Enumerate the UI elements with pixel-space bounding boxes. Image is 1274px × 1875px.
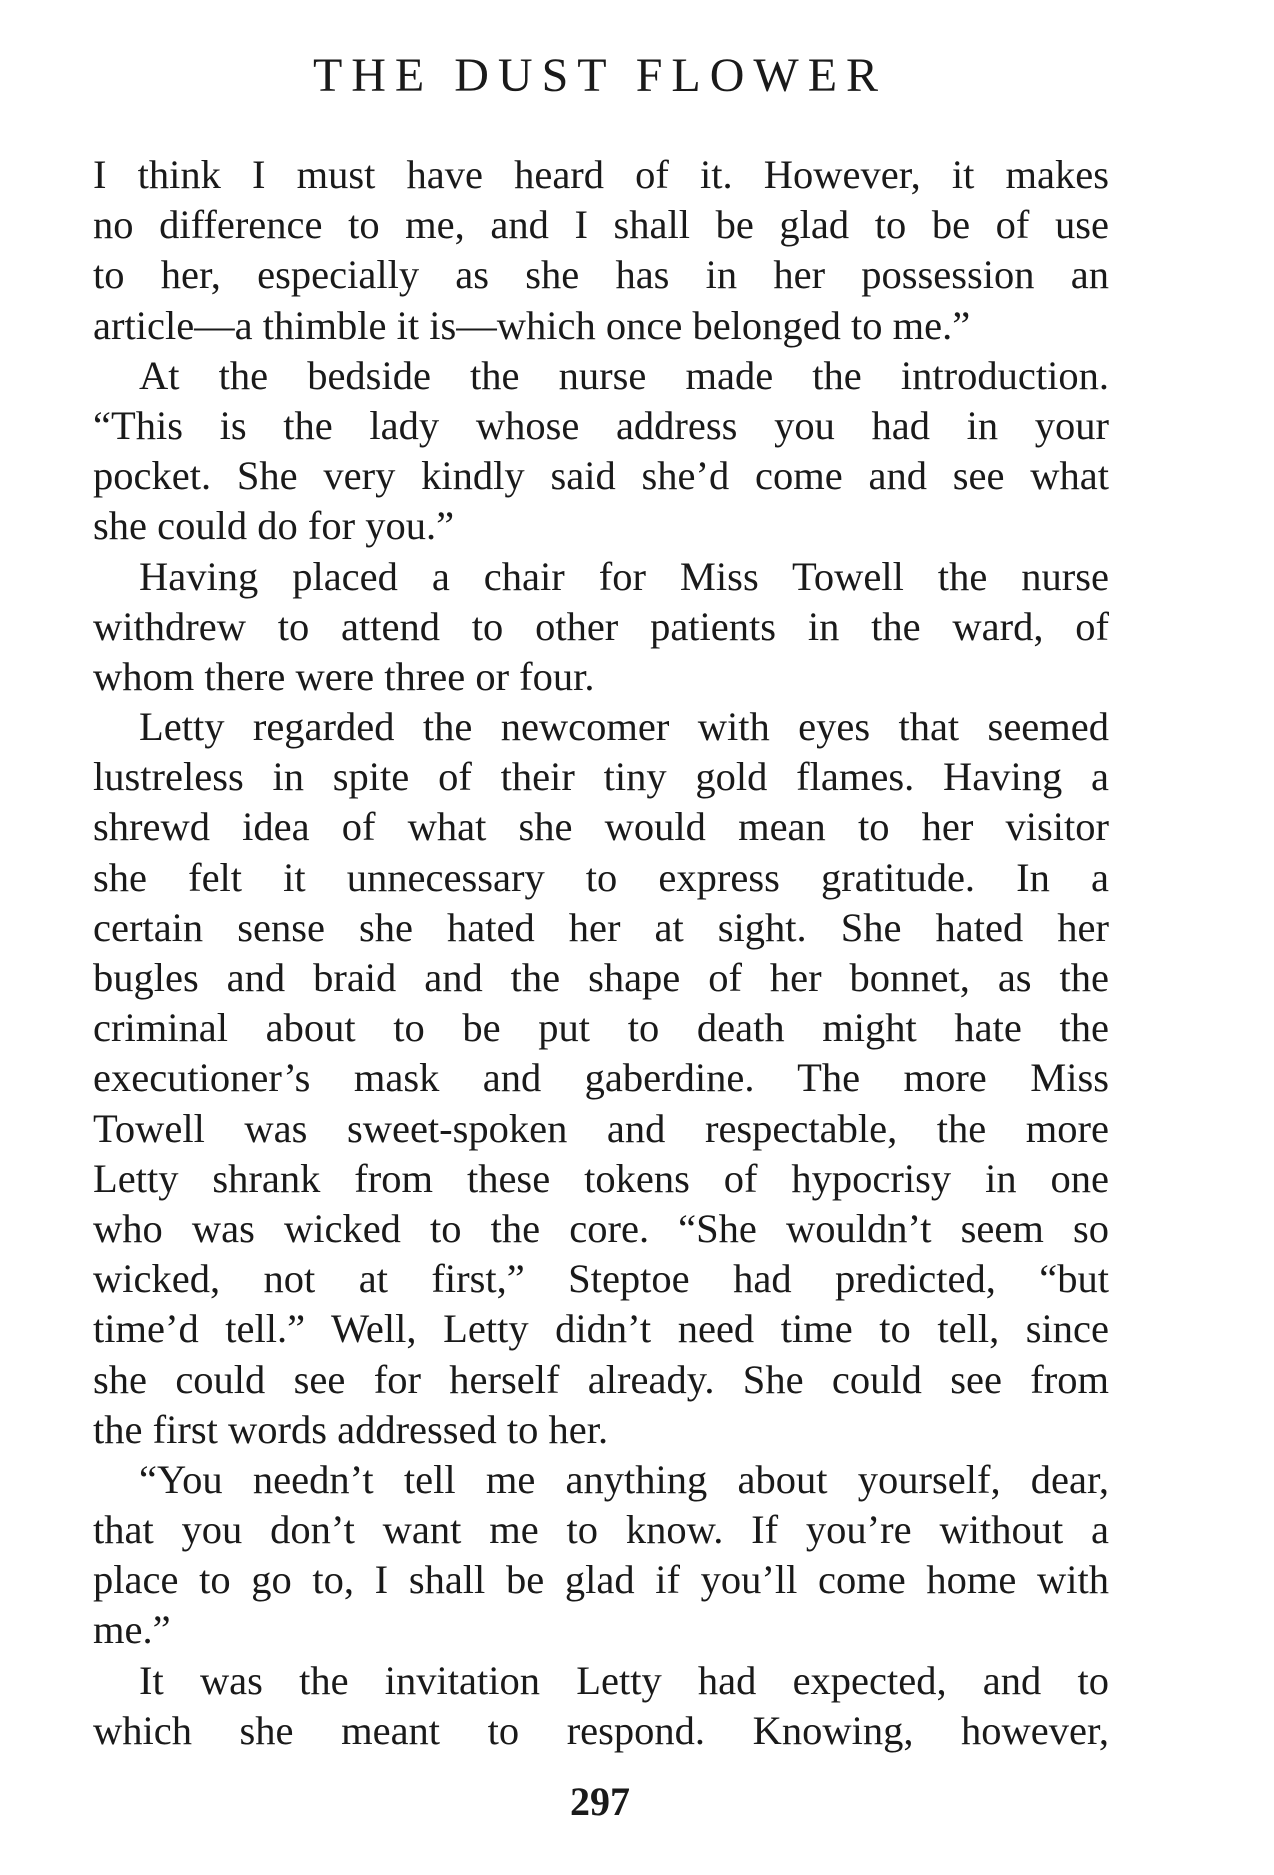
text-line: whom there were three or four.: [93, 653, 595, 699]
text-line: wicked, not at first,” Steptoe had predicted, “but: [93, 1256, 1109, 1302]
page-number: 297: [570, 1779, 630, 1824]
body-text: [93, 150, 1109, 1756]
text-line: Towell was sweet-spoken and respectable, the more: [93, 1105, 1109, 1151]
text-line: Letty shrank from these tokens of hypocrisy in one: [93, 1155, 1109, 1201]
text-line: At the bedside the nurse made the introduction.: [139, 352, 1109, 398]
text-line: “This is the lady whose address you had in your: [93, 402, 1109, 448]
text-line: executioner’s mask and gaberdine. The more Miss: [93, 1055, 1109, 1101]
text-line: that you don’t want me to know. If you’re without a: [93, 1507, 1109, 1553]
text-line: withdrew to attend to other patients in the ward, of: [93, 603, 1109, 649]
text-line: certain sense she hated her at sight. She hated her: [93, 904, 1109, 950]
text-line: she could see for herself already. She could see from: [93, 1356, 1109, 1402]
text-line: criminal about to be put to death might hate the: [93, 1005, 1109, 1051]
text-line: Letty regarded the newcomer with eyes that seemed: [139, 704, 1109, 750]
text-line: place to go to, I shall be glad if you’ll come home with: [93, 1557, 1109, 1603]
text-line: no difference to me, and I shall be glad to be of use: [93, 202, 1109, 248]
text-line: pocket. She very kindly said she’d come and see what: [93, 453, 1109, 499]
text-line: Having placed a chair for Miss Towell the nurse: [139, 553, 1109, 599]
text-line: me.”: [93, 1607, 171, 1653]
text-line: I think I must have heard of it. However, it makes: [93, 152, 1109, 197]
text-line: the first words addressed to her.: [93, 1406, 609, 1452]
text-line: bugles and braid and the shape of her bonnet, as the: [93, 955, 1109, 1000]
text-line: It was the invitation Letty had expected, and to: [139, 1657, 1109, 1703]
text-line: shrewd idea of what she would mean to her visitor: [93, 804, 1109, 850]
text-line: article—a thimble it is—which once belonged to me.”: [93, 302, 971, 348]
text-line: she could do for you.”: [93, 503, 455, 549]
text-line: which she meant to respond. Knowing, however,: [93, 1707, 1109, 1753]
running-head: THE DUST FLOWER: [312, 49, 888, 102]
text-line: she felt it unnecessary to express gratitude. In a: [93, 854, 1109, 900]
text-line: “You needn’t tell me anything about yourself, dear,: [139, 1456, 1109, 1502]
text-line: lustreless in spite of their tiny gold flames. Having a: [93, 754, 1109, 800]
text-line: who was wicked to the core. “She wouldn’t seem so: [93, 1205, 1109, 1251]
text-line: to her, especially as she has in her possession an: [93, 252, 1109, 298]
text-line: time’d tell.” Well, Letty didn’t need time to tell, since: [93, 1306, 1109, 1352]
